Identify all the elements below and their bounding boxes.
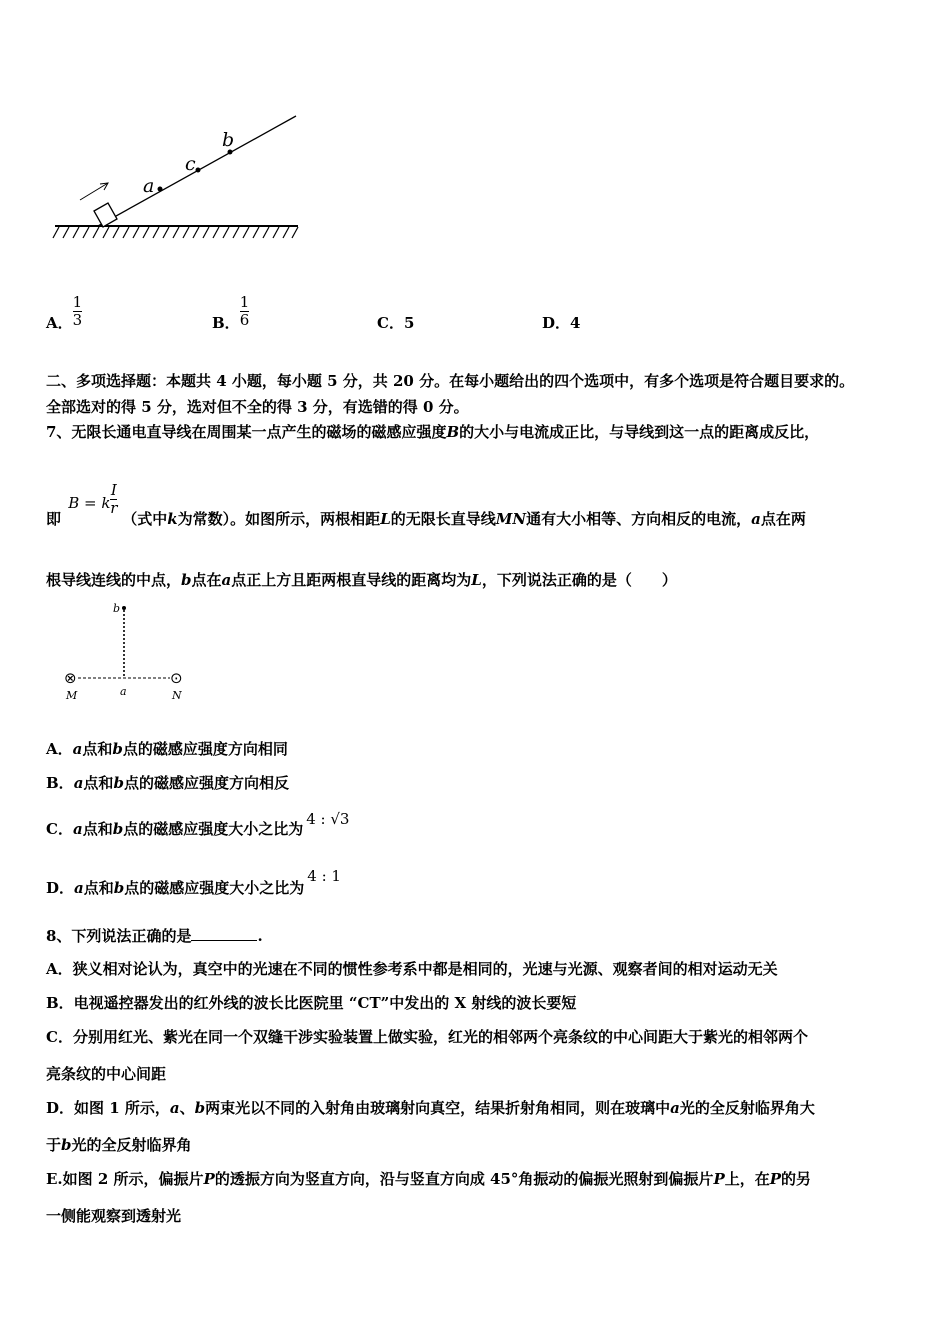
wire-m-into-icon: ⊗	[64, 669, 77, 687]
q8-option-d-line2: 于b光的全反射临界角	[46, 1136, 192, 1154]
ratio-4-sqrt3: 4 : √3	[306, 810, 350, 828]
label-c: c	[185, 153, 196, 175]
q7-option-d[interactable]: D．a点和b点的磁感应强度大小之比为4 : 1	[46, 867, 341, 897]
point-a	[158, 187, 163, 192]
q8-option-b[interactable]: B．电视遥控器发出的红外线的波长比医院里 “CT”中发出的 X 射线的波长要短	[46, 994, 577, 1012]
ground-hatching	[53, 227, 298, 238]
label-M: M	[66, 689, 78, 702]
q8-option-c-line1[interactable]: C．分别用红光、紫光在同一个双缝干涉实验装置上做实验，红光的相邻两个亮条纹的中心间距大于紫光的相邻两个	[46, 1028, 808, 1046]
wire-n-out-icon: ⊙	[170, 669, 183, 687]
q8-option-d-line1[interactable]: D．如图 1 所示，a、b两束光以不同的入射角由玻璃射向真空，结果折射角相同，则在玻璃中a光的全反射临界角大	[46, 1099, 815, 1117]
q7-option-a[interactable]: A．a点和b点的磁感应强度方向相同	[46, 740, 288, 758]
label-N: N	[172, 689, 182, 702]
q7-option-c[interactable]: C．a点和b点的磁感应强度大小之比为4 : √3	[46, 810, 350, 838]
q6-option-d[interactable]: D．4	[542, 314, 581, 332]
formula: B = k $\frac{I}{r}$	[68, 481, 118, 517]
q8-option-e-line2: 一侧能观察到透射光	[46, 1207, 182, 1225]
q8-option-e-line1[interactable]: E.如图 2 所示，偏振片P的透振方向为竖直方向，沿与竖直方向成 45°角振动的偏振光照射到偏振片P上，在P的另	[46, 1170, 812, 1188]
q8-stem: 8、下列说法正确的是 .	[46, 927, 263, 945]
ratio-4-1: 4 : 1	[307, 867, 341, 885]
q6-option-b[interactable]: B． $\frac{1}{6}$	[212, 292, 250, 332]
q7-line1: 7、无限长通电直导线在周围某一点产生的磁场的磁感应强度B的大小与电流成正比，与导线到这一点的距离成反比，	[46, 423, 820, 441]
section2-line1: 二、多项选择题：本题共 4 小题，每小题 5 分，共 20 分。在每小题给出的四个选项中，有多个选项是符合题目要求的。	[46, 372, 855, 390]
fraction-I-over-r: $\frac{I}{r}$	[110, 481, 118, 517]
q7-line2: 即 B = k $\frac{I}{r}$ （式中k为常数）。如图所示，两根相距L的无限长直导线MN通有大小相等、方向相反的电流，a点在两	[46, 481, 806, 528]
wires-figure	[58, 598, 198, 706]
fraction: $\frac{1}{6}$	[239, 292, 250, 329]
answer-blank[interactable]	[191, 926, 257, 941]
point-c	[196, 168, 201, 173]
velocity-arrow	[80, 183, 108, 200]
block	[94, 203, 117, 227]
q7-option-b[interactable]: B．a点和b点的磁感应强度方向相反	[46, 774, 289, 792]
q6-option-c[interactable]: C．5	[377, 314, 415, 332]
section2-line2: 全部选对的得 5 分，选对但不全的得 3 分，有选错的得 0 分。	[46, 398, 469, 416]
fraction: $\frac{1}{3}$	[72, 292, 83, 329]
label-a: a	[120, 685, 127, 698]
q8-option-a[interactable]: A．狭义相对论认为，真空中的光速在不同的惯性参考系中都是相同的，光速与光源、观察者间的相对运动无关	[46, 960, 778, 978]
label-b: b	[113, 602, 121, 615]
q8-option-c-line2: 亮条纹的中心间距	[46, 1065, 167, 1083]
label-b: b	[222, 129, 235, 151]
point-b-dot	[122, 606, 126, 610]
incline-figure	[50, 100, 310, 245]
label-a: a	[143, 175, 155, 197]
q6-option-a[interactable]: A． $\frac{1}{3}$	[46, 292, 83, 332]
q7-line3: 根导线连线的中点，b点在a点正上方且距两根直导线的距离均为L，下列说法正确的是（ ）	[46, 571, 677, 589]
